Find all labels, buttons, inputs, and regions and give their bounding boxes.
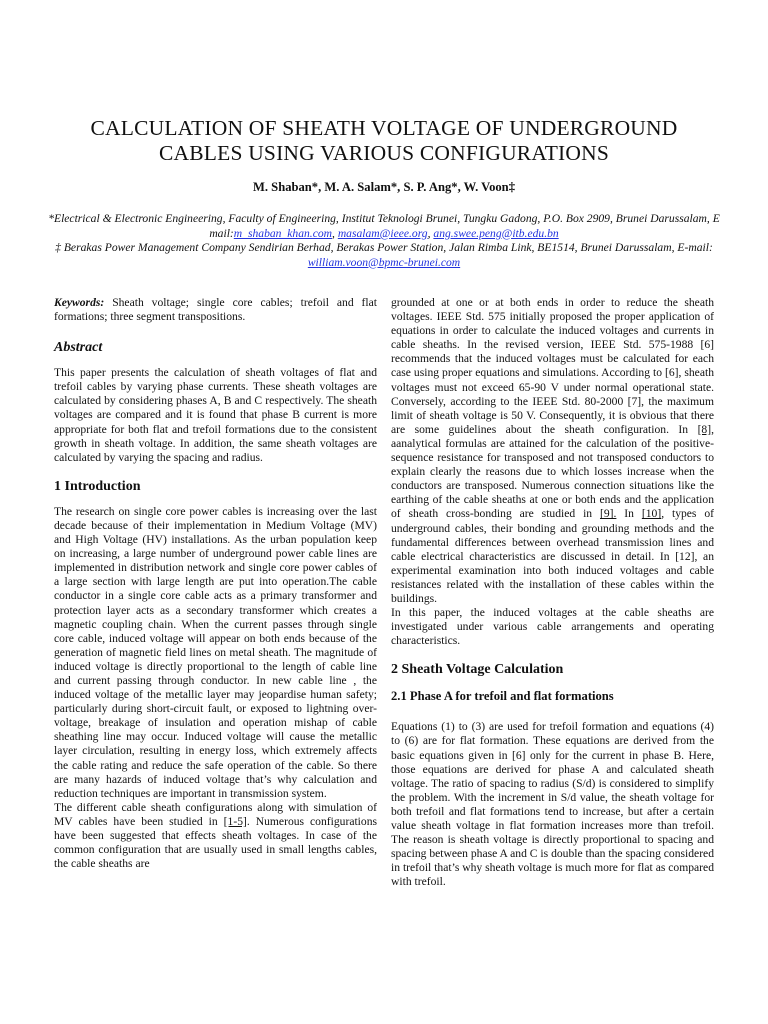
right-paragraph-2: In this paper, the induced voltages at the cable sheaths are investigated under various cable arrangements and operating characteristics. [391, 606, 714, 648]
citation-1-5[interactable]: [1-5] [223, 814, 247, 828]
introduction-paragraph-2 [54, 801, 377, 871]
email-separator: , [427, 226, 434, 240]
email-link-voon[interactable]: william.voon@bpmc-brunei.com [307, 255, 461, 269]
citation-8[interactable]: [8] [697, 422, 712, 436]
text-run: The different cable sheath configurations along with simulation of MV cables have been studied in [54, 800, 377, 828]
author-list: M. Shaban*, M. A. Salam*, S. P. Ang*, W. Voon‡ [253, 180, 515, 194]
keywords-label: Keywords: [54, 296, 105, 309]
left-column [54, 296, 377, 871]
section-2-1-heading: 2.1 Phase A for trefoil and flat formations [391, 689, 614, 704]
email-link-salam[interactable]: masalam@ieee.org [337, 226, 428, 240]
email-separator: , [332, 226, 338, 240]
keywords-text: Sheath voltage; single core cables; trefoil and flat formations; three segment transpositions. [54, 296, 377, 324]
email-link-shaban[interactable]: m_shaban_khan.com [233, 226, 333, 240]
affiliation-1-text: *Electrical & Electronic Engineering, Faculty of Engineering, Institut Teknologi Brunei, Tungku Gadong, P.O. Box 2909, Brunei Darussalam, E mail: [48, 212, 720, 240]
abstract-heading: Abstract [54, 340, 103, 356]
section-2-1-text: Equations (1) to (3) are used for trefoil formation and equations (4) to (6) are for flat formation. These equations are derived from the basic equations given in [6] only for the current in phase B. Here, those equations are derived for phase A and calculated sheath voltage. The ratio of spacing to radius (S/d) is considered to simplify the problem. With the increment in S/d value, the sheath voltage for both trefoil and flat formations tend to increase, but after a certain value sheath voltage in flat formation increases more than trefoil. The reason is sheath voltage is directly proportional to spacing and spacing between phase A and C is double than the spacing considered in trefoil that’s why sheath voltage is much more for flat as compared with trefoil. [391, 720, 714, 889]
right-paragraph-1 [391, 296, 714, 606]
text-run: . Numerous configurations have been suggested that effects sheath voltages. In case of the common configuration that are usually used in small lengths cables, the cable sheaths are [54, 814, 378, 871]
title-line-1: CALCULATION OF SHEATH VOLTAGE OF UNDERGROUND [90, 116, 678, 140]
affiliation-2 [40, 241, 728, 270]
right-column [391, 296, 714, 889]
text-run: grounded at one or at both ends in order to reduce the sheath voltages. IEEE Std. 575 initially proposed the proper application of equations in order to calculate the induced voltages and currents in cable sheaths. In the revised version, IEEE Std. 575-1988 [6] recommends that the induced voltages must be calculated for each case using proper equations and simulations. According to [6], sheath voltages must not exceed 65-90 V under normal operational state. Conversely, according to the IEEE Std. 80-2000 [7], the maximum limit of sheath voltage is 50 V. Consequently, it is obvious that there are some guidelines about the sheath configuration. In [391, 296, 714, 436]
section-2-heading: 2 Sheath Voltage Calculation [391, 662, 564, 678]
introduction-heading: 1 Introduction [54, 478, 141, 494]
keywords [54, 296, 377, 324]
affiliation-2-text: ‡ Berakas Power Management Company Sendirian Berhad, Berakas Power Station, Jalan Rimba Link, BE1514, Brunei Darussalam, E-mail: [55, 241, 713, 254]
citation-9[interactable]: [9]. [599, 507, 617, 521]
email-link-ang[interactable]: ang.swee.peng@itb.edu.bn [433, 226, 559, 240]
text-run: , aanalytical formulas are attained for the calculation of the positive-sequence resistance for transposed and not transposed conductors to explain clearly the reasons due to which losses increase when the conductors are transposed. Numerous connection situations like the earthing of the cable sheaths at one or both ends and the application of sheath cross-bonding are studied in [391, 422, 714, 521]
title-line-2: CABLES USING VARIOUS CONFIGURATIONS [158, 141, 609, 165]
introduction-paragraph-1: The research on single core power cables is increasing over the last decade because of their implementation in Medium Voltage (MV) and High Voltage (HV) installations. As the urban population keep on increasing, a large number of underground power cable lines are implemented in distribution network and single core power cables of a large section with large length are put into operation.The cable conductor in a single core cable acts as a primary transformer and protection layer acts as a secondary transformer which creates a magnetic coupling chain. When the current passes through single core cable, induced voltage will appear on both ends because of the generation of magnetic field lines on metal sheath. The magnitude of induced voltage is directly proportional to the length of cable line and current passing through conductor. In new cable line , the induced voltage of the metallic layer may jeopardise human safety; particularly during short-circuit fault, or exposed to lightning over-voltage, breakage of insulation and operation mishap of cable sheathing line may occur. Induced voltage will cause the metallic layer circulation, resulting in energy loss, which extremely affects the cable rating and reduce the safe operation of the cable. So there are many hazards of induced voltage that’s why calculation and reduction techniques are important in transmission system. [54, 504, 377, 800]
citation-10[interactable]: [10] [641, 507, 662, 521]
abstract-text: This paper presents the calculation of sheath voltages of flat and trefoil cables by varying phase currents. These sheath voltages are calculated by considering phases A, B and C respectively. The sheath voltages are compared and it is found that phase B current is more appropriate for both flat and trefoil formations due to the consistent growth in sheath voltage. In addition, the same sheath voltages are calculated by varying the spacing and radius. [54, 366, 377, 464]
paper-title [30, 116, 738, 166]
text-run: In [616, 507, 642, 521]
affiliations [40, 212, 728, 270]
affiliation-1 [40, 212, 728, 241]
text-run: , types of underground cables, their bonding and grounding methods and the fundamental differences between overhead transmission lines and cable electrical characteristics are discussed in detail. In [12], an experimental examination into both induced voltages and cable resistances related with the installation of these cables within the buildings. [391, 507, 714, 605]
